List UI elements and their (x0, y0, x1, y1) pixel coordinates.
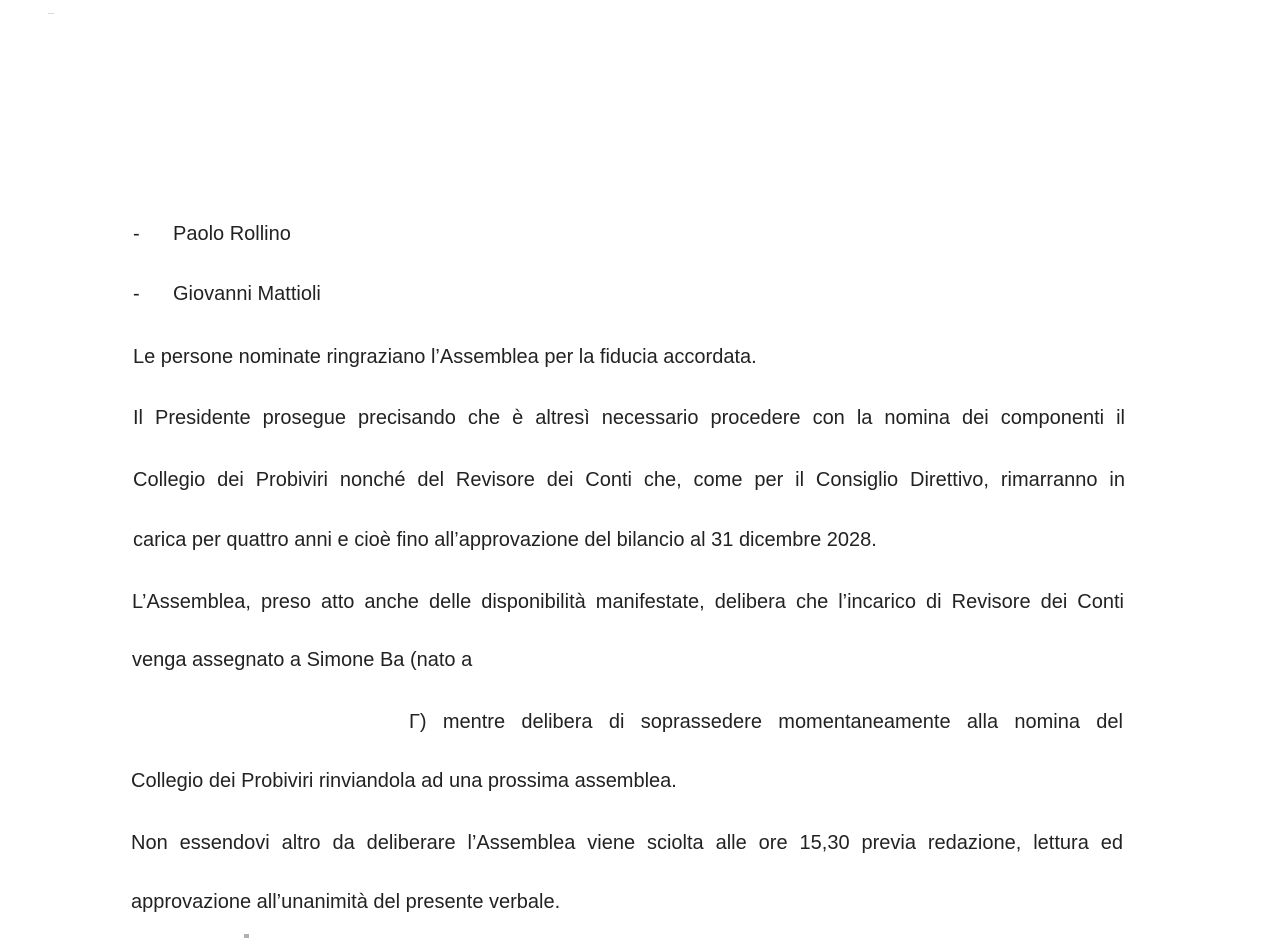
paragraph-thanks: Le persone nominate ringraziano l’Assemblea per la fiducia accordata. (133, 346, 757, 368)
paragraph-assembly-line: Г) mentre delibera di soprassedere momentaneamente alla nomina del (409, 711, 1123, 733)
scan-speck (244, 934, 249, 938)
list-item (133, 280, 321, 308)
bullet-dash: - (133, 283, 140, 305)
paragraph-president-line: Il Presidente prosegue precisando che è altresì necessario procedere con la nomina dei componenti il (133, 407, 1125, 429)
bullet-name: Giovanni Mattioli (173, 283, 321, 305)
paragraph-closing-line: Non essendovi altro da deliberare l’Assemblea viene sciolta alle ore 15,30 previa redazione, lettura ed (131, 832, 1123, 854)
paragraph-assembly-line: venga assegnato a Simone Ba (nato a (132, 649, 473, 671)
paragraph-president-line: carica per quattro anni e cioè fino all’approvazione del bilancio al 31 dicembre 2028. (133, 529, 877, 551)
paragraph-president-line: Collegio dei Probiviri nonché del Revisore dei Conti che, come per il Consiglio Direttivo, rimarranno in (133, 469, 1125, 491)
list-item (133, 220, 291, 248)
paragraph-closing-line: approvazione all’unanimità del presente verbale. (131, 891, 561, 913)
bullet-name: Paolo Rollino (173, 223, 291, 245)
paragraph-assembly-line: Collegio dei Probiviri rinviandola ad una prossima assemblea. (131, 770, 677, 792)
bullet-dash: - (133, 223, 140, 245)
paragraph-assembly-line: L’Assemblea, preso atto anche delle disponibilità manifestate, delibera che l’incarico di Revisore dei Conti (132, 591, 1124, 613)
scan-speck (48, 13, 54, 14)
